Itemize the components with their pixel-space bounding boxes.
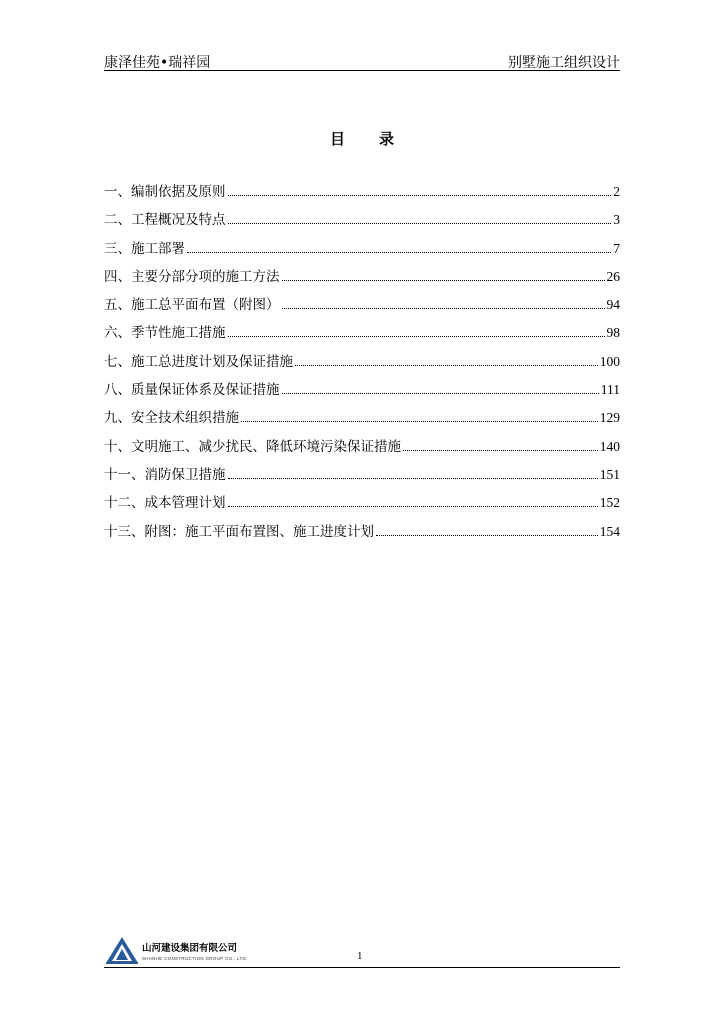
toc-entry-page: 152 (599, 495, 620, 511)
header-project-name: 康泽佳苑•瑞祥园 (104, 55, 211, 71)
toc-entry[interactable] (104, 350, 620, 378)
toc-entry-text: 二、工程概况及特点 (104, 212, 226, 229)
toc-entry-page: 100 (599, 353, 620, 369)
toc-entry-text: 十二、成本管理计划 (104, 495, 226, 512)
toc-leader-dots (187, 252, 611, 253)
toc-entry-text: 八、质量保证体系及保证措施 (104, 382, 280, 399)
toc-entry-page: 129 (599, 410, 620, 426)
toc-entry-text: 十、文明施工、减少扰民、降低环境污染保证措施 (104, 438, 401, 455)
toc-leader-dots (228, 336, 605, 337)
toc-entry-text: 三、施工部署 (104, 240, 185, 257)
toc-entry-text: 五、施工总平面布置（附图） (104, 297, 280, 314)
footer-divider (104, 967, 620, 968)
toc-leader-dots (228, 195, 612, 196)
table-of-contents (104, 180, 620, 548)
toc-leader-dots (282, 308, 605, 309)
toc-entry[interactable] (104, 208, 620, 236)
toc-entry-page: 26 (606, 268, 620, 284)
toc-entry-text: 十一、消防保卫措施 (104, 466, 226, 483)
toc-entry-page: 154 (599, 523, 620, 539)
company-name-en: SHANHE CONSTRUCTION GROUP CO., LTD. (142, 955, 248, 961)
page-number: 1 (357, 950, 363, 962)
toc-entry[interactable] (104, 293, 620, 321)
company-logo-icon (104, 935, 140, 965)
toc-entry[interactable] (104, 435, 620, 463)
toc-leader-dots (241, 421, 598, 422)
toc-entry-text: 一、编制依据及原则 (104, 184, 226, 200)
toc-entry-page: 151 (599, 466, 620, 482)
toc-leader-dots (295, 365, 598, 366)
toc-entry-text: 七、施工总进度计划及保证措施 (104, 353, 293, 370)
toc-entry-text: 十三、附图：施工平面布置图、施工进度计划 (104, 523, 374, 540)
header-document-name: 别墅施工组织设计 (508, 55, 620, 71)
toc-entry[interactable] (104, 180, 620, 208)
toc-entry-page: 7 (613, 240, 620, 256)
header-divider (104, 70, 620, 71)
toc-entry-page: 94 (606, 297, 620, 313)
company-logo (104, 934, 256, 966)
toc-leader-dots (282, 393, 599, 394)
toc-leader-dots (376, 535, 598, 536)
toc-entry-text: 九、安全技术组织措施 (104, 410, 239, 427)
toc-entry-text: 六、季节性施工措施 (104, 325, 226, 342)
toc-entry[interactable] (104, 237, 620, 265)
toc-entry[interactable] (104, 378, 620, 406)
toc-entry-page: 3 (613, 212, 620, 228)
toc-entry-page: 2 (613, 184, 620, 199)
toc-entry[interactable] (104, 321, 620, 349)
toc-entry[interactable] (104, 520, 620, 548)
toc-leader-dots (228, 223, 612, 224)
toc-entry[interactable] (104, 265, 620, 293)
toc-leader-dots (403, 450, 598, 451)
toc-title: 目录 (329, 130, 428, 148)
toc-entry[interactable] (104, 406, 620, 434)
toc-entry-page: 140 (599, 438, 620, 454)
company-name-cn: 山河建设集团有限公司 (142, 942, 238, 954)
toc-entry[interactable] (104, 491, 620, 519)
toc-leader-dots (228, 506, 598, 507)
toc-entry-page: 98 (606, 325, 620, 341)
toc-entry-page: 111 (600, 382, 620, 398)
toc-leader-dots (282, 280, 605, 281)
toc-entry-text: 四、主要分部分项的施工方法 (104, 268, 280, 285)
toc-leader-dots (228, 478, 598, 479)
toc-entry[interactable] (104, 463, 620, 491)
